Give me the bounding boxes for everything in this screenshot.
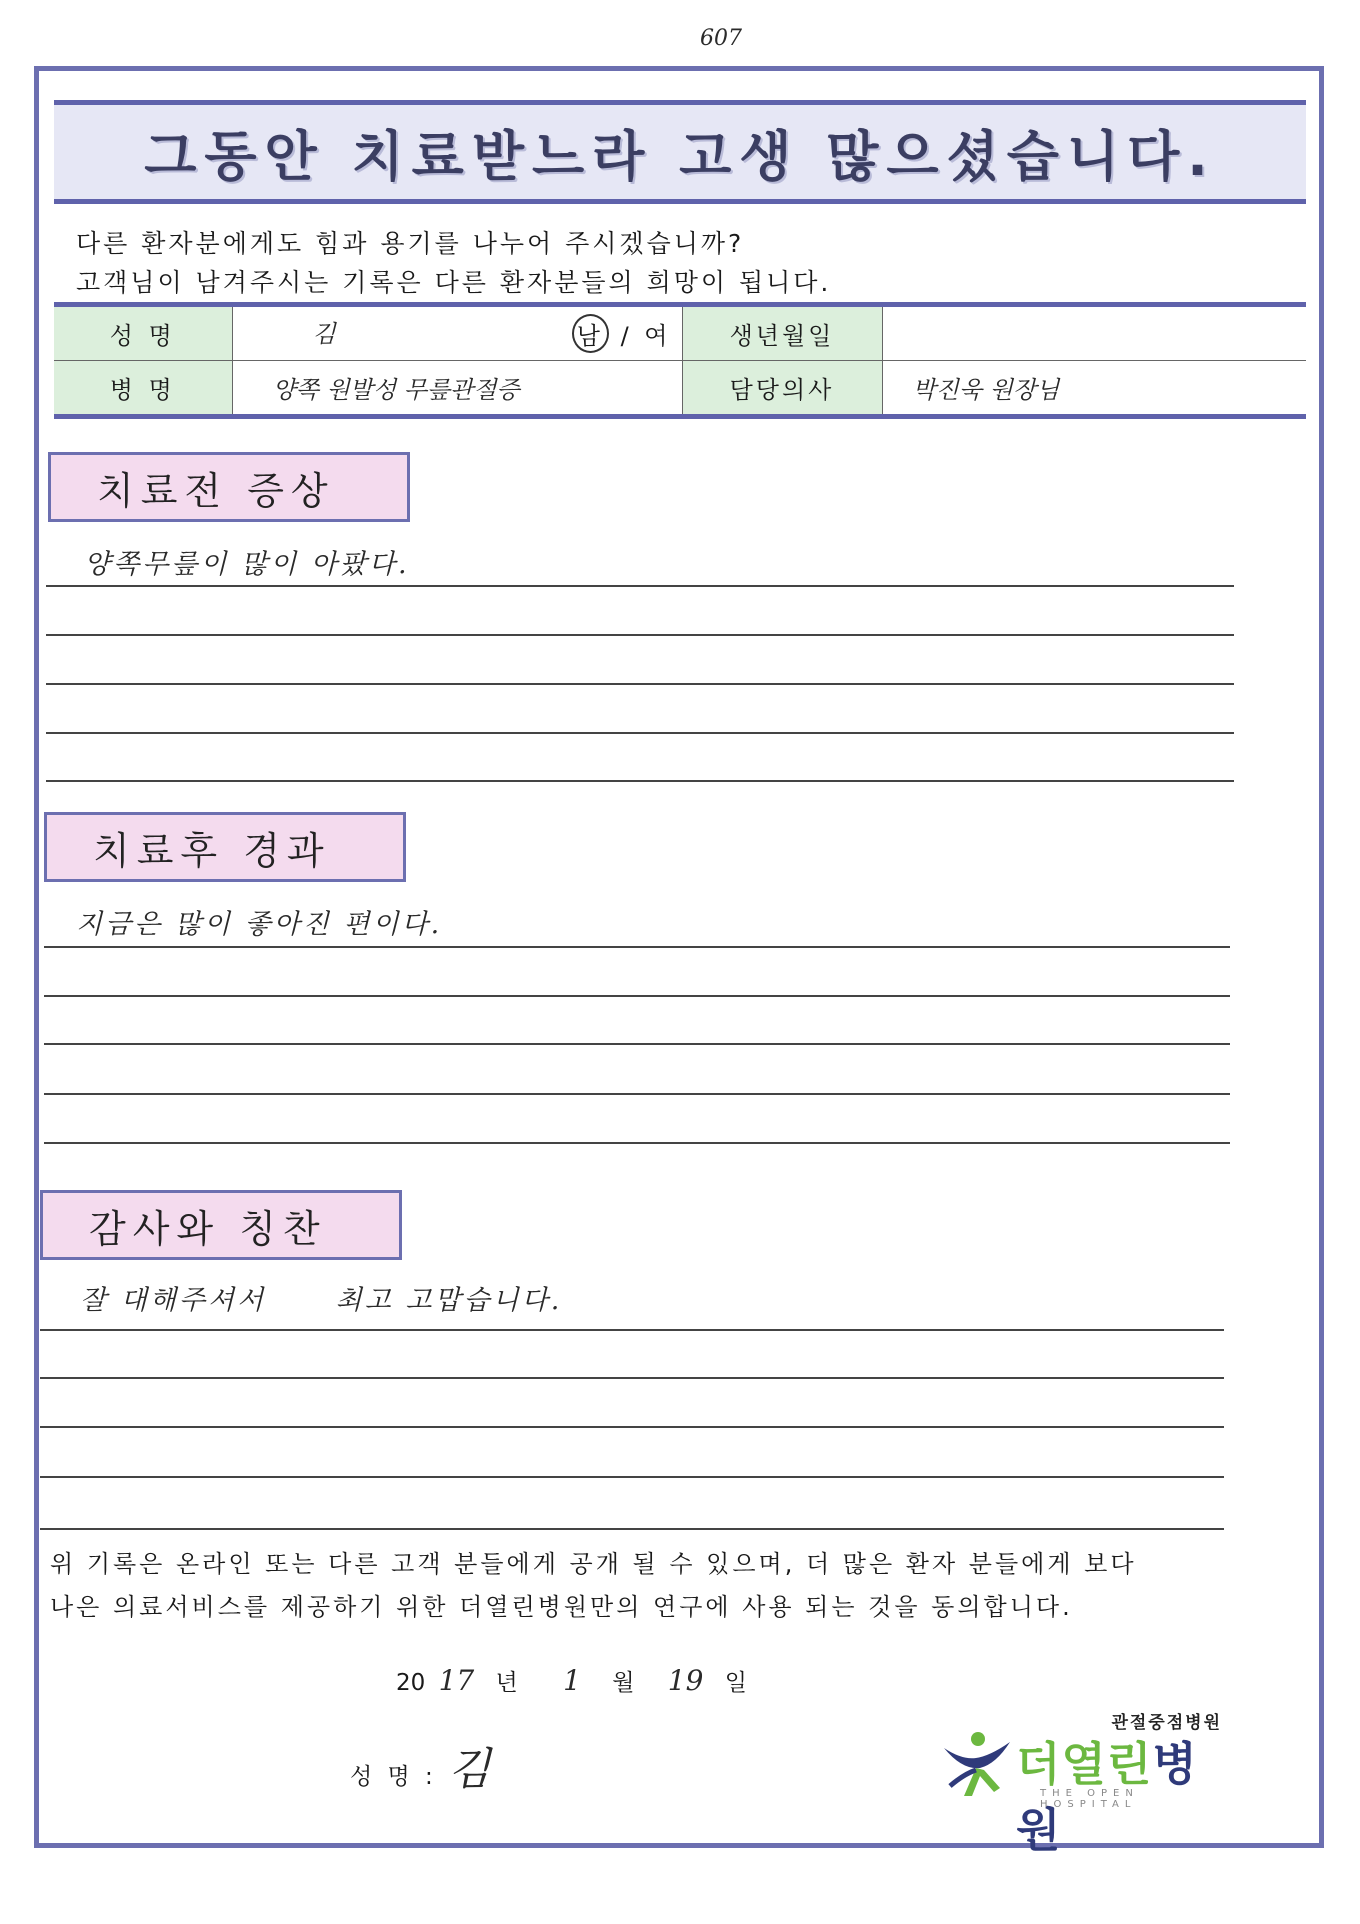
consent-line-1: 위 기록은 온라인 또는 다른 고객 분들에게 공개 될 수 있으며, 더 많은 환자 분들에게 보다 (50, 1550, 1137, 1578)
date-day-label: 일 (724, 1670, 747, 1696)
writing-line (40, 1329, 1224, 1331)
writing-line (44, 1093, 1230, 1095)
logo-english: THE OPEN HOSPITAL (1040, 1788, 1139, 1810)
gender-female: / 여 (620, 322, 672, 350)
writing-line (44, 1043, 1230, 1045)
doctor-label: 담당의사 (682, 361, 882, 417)
disease-value: 양쪽 원발성 무릎관절증 (232, 361, 682, 417)
section-before-treatment-title: 치료전 증상 (48, 452, 410, 522)
signature-field (350, 1733, 491, 1797)
writing-line (46, 634, 1234, 636)
section-after-treatment-title: 치료후 경과 (44, 812, 406, 882)
name-cell (232, 305, 682, 361)
writing-line (44, 946, 1230, 948)
info-row-disease (54, 361, 1306, 417)
date-year: 17 (438, 1664, 475, 1697)
date-field (396, 1664, 747, 1697)
writing-line (40, 1426, 1224, 1428)
date-month: 1 (563, 1664, 581, 1697)
hospital-logo (940, 1708, 1230, 1857)
section-divider (40, 1528, 1224, 1530)
section-thanks-title: 감사와 칭찬 (40, 1190, 402, 1260)
title-banner (54, 100, 1306, 204)
section-before-treatment-text: 양쪽무릎이 많이 아팠다. (84, 549, 410, 580)
birth-value (882, 305, 1306, 361)
writing-line (40, 1377, 1224, 1379)
date-month-label: 월 (612, 1670, 635, 1696)
intro-line-2: 고객님이 남겨주시는 기록은 다른 환자분들의 희망이 됩니다. (76, 268, 832, 297)
section-after-treatment-text: 지금은 많이 좋아진 편이다. (76, 909, 443, 940)
logo-subtitle: 관절중점병원 (1111, 1713, 1222, 1733)
consent-line-2: 나은 의료서비스를 제공하기 위한 더열린병원만의 연구에 사용 되는 것을 동의합니다. (50, 1593, 1073, 1621)
date-day: 19 (667, 1664, 704, 1697)
writing-line (46, 585, 1234, 587)
doctor-value: 박진욱 원장님 (882, 361, 1306, 417)
signature-label: 성 명 : (350, 1764, 437, 1790)
section-thanks-text: 잘 대해주셔서 최고 고맙습니다. (80, 1285, 563, 1316)
birth-label: 생년월일 (682, 305, 882, 361)
disease-label: 병 명 (54, 361, 232, 417)
writing-line (46, 732, 1234, 734)
form-title: 그동안 치료받느라 고생 많으셨습니다. (144, 124, 1216, 188)
gender-field (572, 314, 672, 353)
date-year-prefix: 20 (396, 1670, 426, 1696)
logo-wordmark-green: 더열린 (1016, 1737, 1153, 1791)
signature-value: 김 (448, 1744, 491, 1795)
patient-info-table (54, 302, 1306, 419)
writing-line (46, 683, 1234, 685)
writing-line (46, 780, 1234, 782)
logo-wordmark-navy: 병원 (1016, 1737, 1198, 1857)
name-value: 김 (312, 320, 336, 348)
info-row-name (54, 305, 1306, 361)
name-label: 성 명 (54, 305, 232, 361)
gender-male-circled: 남 (572, 314, 609, 353)
intro-line-1: 다른 환자분에게도 힘과 용기를 나누어 주시겠습니까? (76, 229, 745, 258)
date-year-label: 년 (495, 1670, 518, 1696)
page-number: 607 (700, 26, 742, 51)
writing-line (44, 995, 1230, 997)
writing-line (44, 1142, 1230, 1144)
logo-figure-icon (940, 1730, 1014, 1800)
writing-line (40, 1476, 1224, 1478)
